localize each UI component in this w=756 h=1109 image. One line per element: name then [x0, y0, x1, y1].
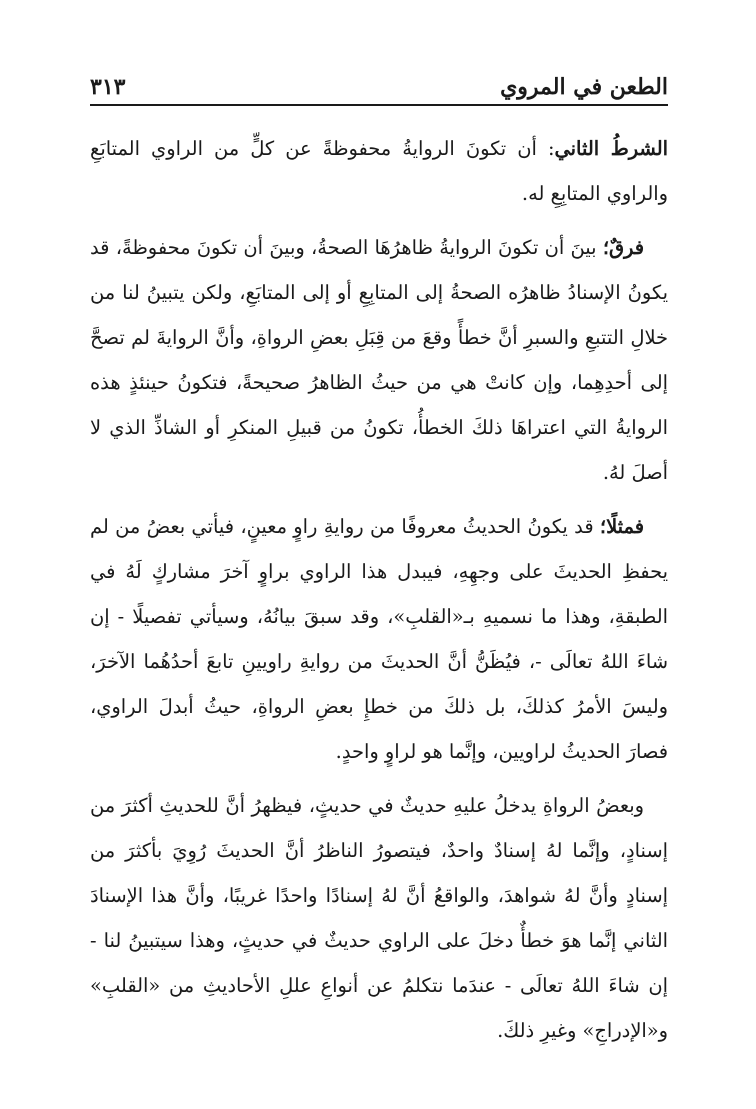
paragraph-text: قد يكونُ الحديثُ معروفًا من روايةِ راوٍ معينٍ، فيأتي بعضُ من لم يحفظِ الحديثَ على وجهِهِ، فيبدل هذا الراوي براوٍ آخرَ مشاركٍ لَهُ في الطبقةِ، وهذا ما نسميهِ بـ«القلبِ»، وقد سبقَ بيانُهُ، وسيأتي تفصيلًا - إن شاءَ اللهُ تعالَى -، فيُظَنُّ أنَّ الحديثَ من روايةِ راويينِ تابعَ أحدُهُما الآخرَ، وليسَ الأمرُ كذلكَ، بل ذلكَ من خطإِ بعضِ الرواةِ، حيثُ أبدلَ الراوي، فصارَ الحديثُ لراويين، وإنَّما هو لراوٍ واحدٍ.	[90, 515, 668, 763]
paragraph-text: بينَ أن تكونَ الروايةُ ظاهرُهَا الصحةُ، وبينَ أن تكونَ محفوظةً، قد يكونُ الإسنادُ ظاهرُه الصحةُ إلى المتابِعِ أو إلى المتابَعِ، ولكن يتبينُ لنا من خلالِ التتبعِ والسبرِ أنَّ خطأً وقعَ من قِبَلِ بعضِ الرواةِ، وأنَّ الروايةَ لم تصحَّ إلى أحدِهِما، وإن كانتْ هي من حيثُ الظاهرُ صحيحةً، فتكونُ حينئذٍ هذه الروايةُ التي اعتراهَا ذلكَ الخطأُ، تكونُ من قبيلِ المنكرِ أو الشاذِّ الذي لا أصلَ لهُ.	[90, 236, 668, 484]
paragraph-lead: فمثلًا؛	[599, 515, 644, 538]
paragraph	[90, 225, 668, 495]
paragraph	[90, 126, 668, 216]
paragraph-text: : أن تكونَ الروايةُ محفوظةً عن كلٍّ من الراوي المتابَعِ والراوي المتابِعِ له.	[90, 137, 668, 205]
paragraph-text: وبعضُ الرواةِ يدخلُ عليهِ حديثٌ في حديثٍ، فيظهرُ أنَّ للحديثِ أكثرَ من إسنادٍ، وإنَّما لهُ إسنادٌ واحدٌ، فيتصورُ الناظرُ أنَّ الحديثَ رُوِيَ بأكثرَ من إسنادٍ وأنَّ لهُ شواهدَ، والواقعُ أنَّ لهُ إسنادًا واحدًا غريبًا، وأنَّ هذا الإسنادَ الثاني إنَّما هوَ خطأٌ دخلَ على الراوي حديثٌ في حديثٍ، وهذا سيتبينُ لنا - إن شاءَ اللهُ تعالَى - عندَما نتكلمُ عن أنواعِ عللِ الأحاديثِ من «القلبِ» و«الإدراجِ» وغيرِ ذلكَ.	[90, 794, 669, 1042]
running-title: الطعن في المروي	[500, 74, 668, 100]
paragraph	[90, 504, 668, 774]
page-body	[90, 126, 668, 1053]
page-number: ٣١٣	[90, 74, 126, 100]
paragraph	[90, 783, 668, 1053]
paragraph-lead: فرقٌ؛	[602, 236, 644, 259]
paragraph-lead: الشرطُ الثاني	[554, 137, 668, 160]
page-header	[90, 62, 668, 106]
